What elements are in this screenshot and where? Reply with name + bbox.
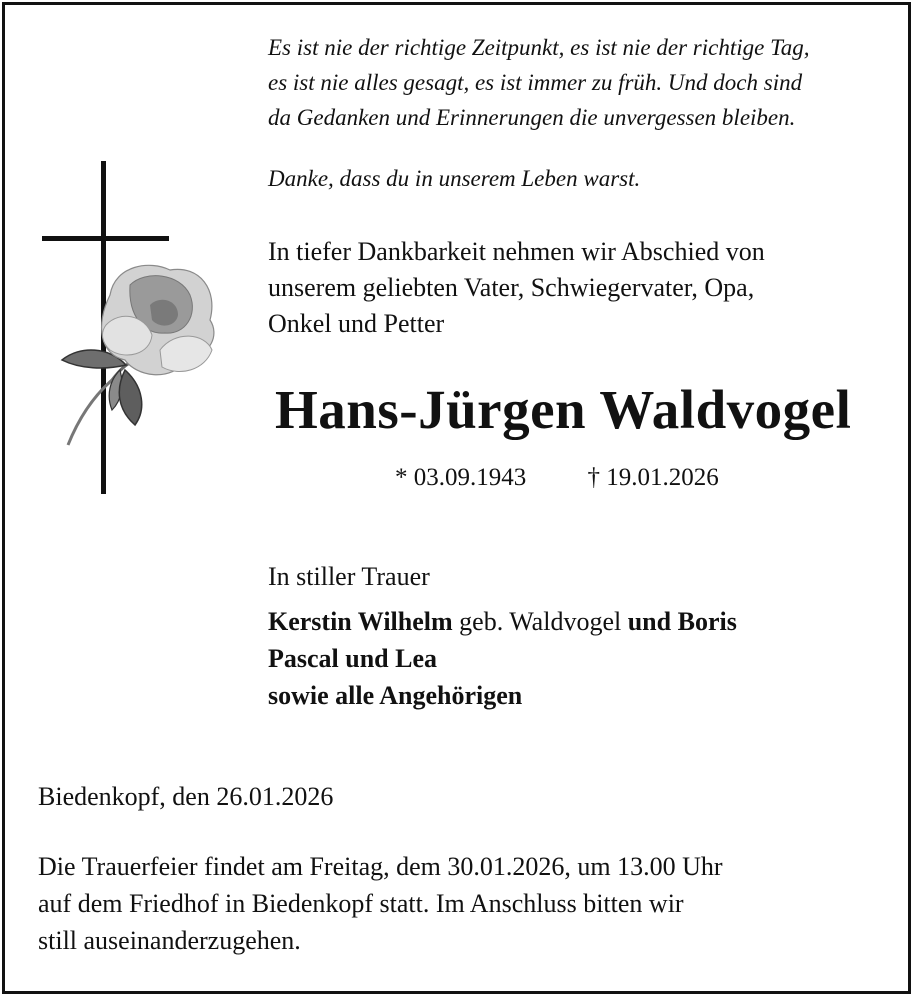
- mourner-name: und Boris: [627, 607, 737, 636]
- mourner-name: Kerstin Wilhelm: [268, 607, 453, 636]
- mourner-line: sowie alle Angehörigen: [268, 681, 523, 710]
- intro-line: In tiefer Dankbarkeit nehmen wir Abschied von: [268, 237, 765, 266]
- life-dates: [395, 464, 719, 492]
- funeral-service-info: [38, 848, 883, 959]
- poem-line: es ist nie alles gesagt, es ist immer zu früh. Und doch sind: [268, 70, 803, 95]
- mourner-line: Pascal und Lea: [268, 644, 438, 673]
- cross-with-rose-icon: [40, 155, 230, 500]
- poem-line: Es ist nie der richtige Zeitpunkt, es ist nie der richtige Tag,: [268, 35, 810, 60]
- rose-icon: [62, 265, 214, 445]
- maiden-name: geb. Waldvogel: [452, 607, 628, 636]
- service-line: auf dem Friedhof in Biedenkopf statt. Im Anschluss bitten wir: [38, 889, 684, 918]
- farewell-intro: [268, 234, 765, 342]
- poem: [268, 30, 888, 135]
- poem-line: da Gedanken und Erinnerungen die unvergessen bleiben.: [268, 105, 796, 130]
- mourner-line: [268, 603, 737, 640]
- intro-line: Onkel und Petter: [268, 309, 445, 338]
- intro-line: unserem geliebten Vater, Schwiegervater, Opa,: [268, 273, 755, 302]
- place-date: Biedenkopf, den 26.01.2026: [38, 782, 334, 811]
- service-line: still auseinanderzugehen.: [38, 926, 301, 955]
- thanks-line: Danke, dass du in unserem Leben warst.: [268, 166, 641, 191]
- death-date: † 19.01.2026: [587, 464, 719, 491]
- mourners-list: [268, 603, 737, 714]
- mourning-heading: In stiller Trauer: [268, 562, 430, 591]
- birth-date: * 03.09.1943: [395, 464, 527, 491]
- deceased-name: Hans-Jürgen Waldvogel: [275, 379, 852, 440]
- service-line: Die Trauerfeier findet am Freitag, dem 30.01.2026, um 13.00 Uhr: [38, 852, 723, 881]
